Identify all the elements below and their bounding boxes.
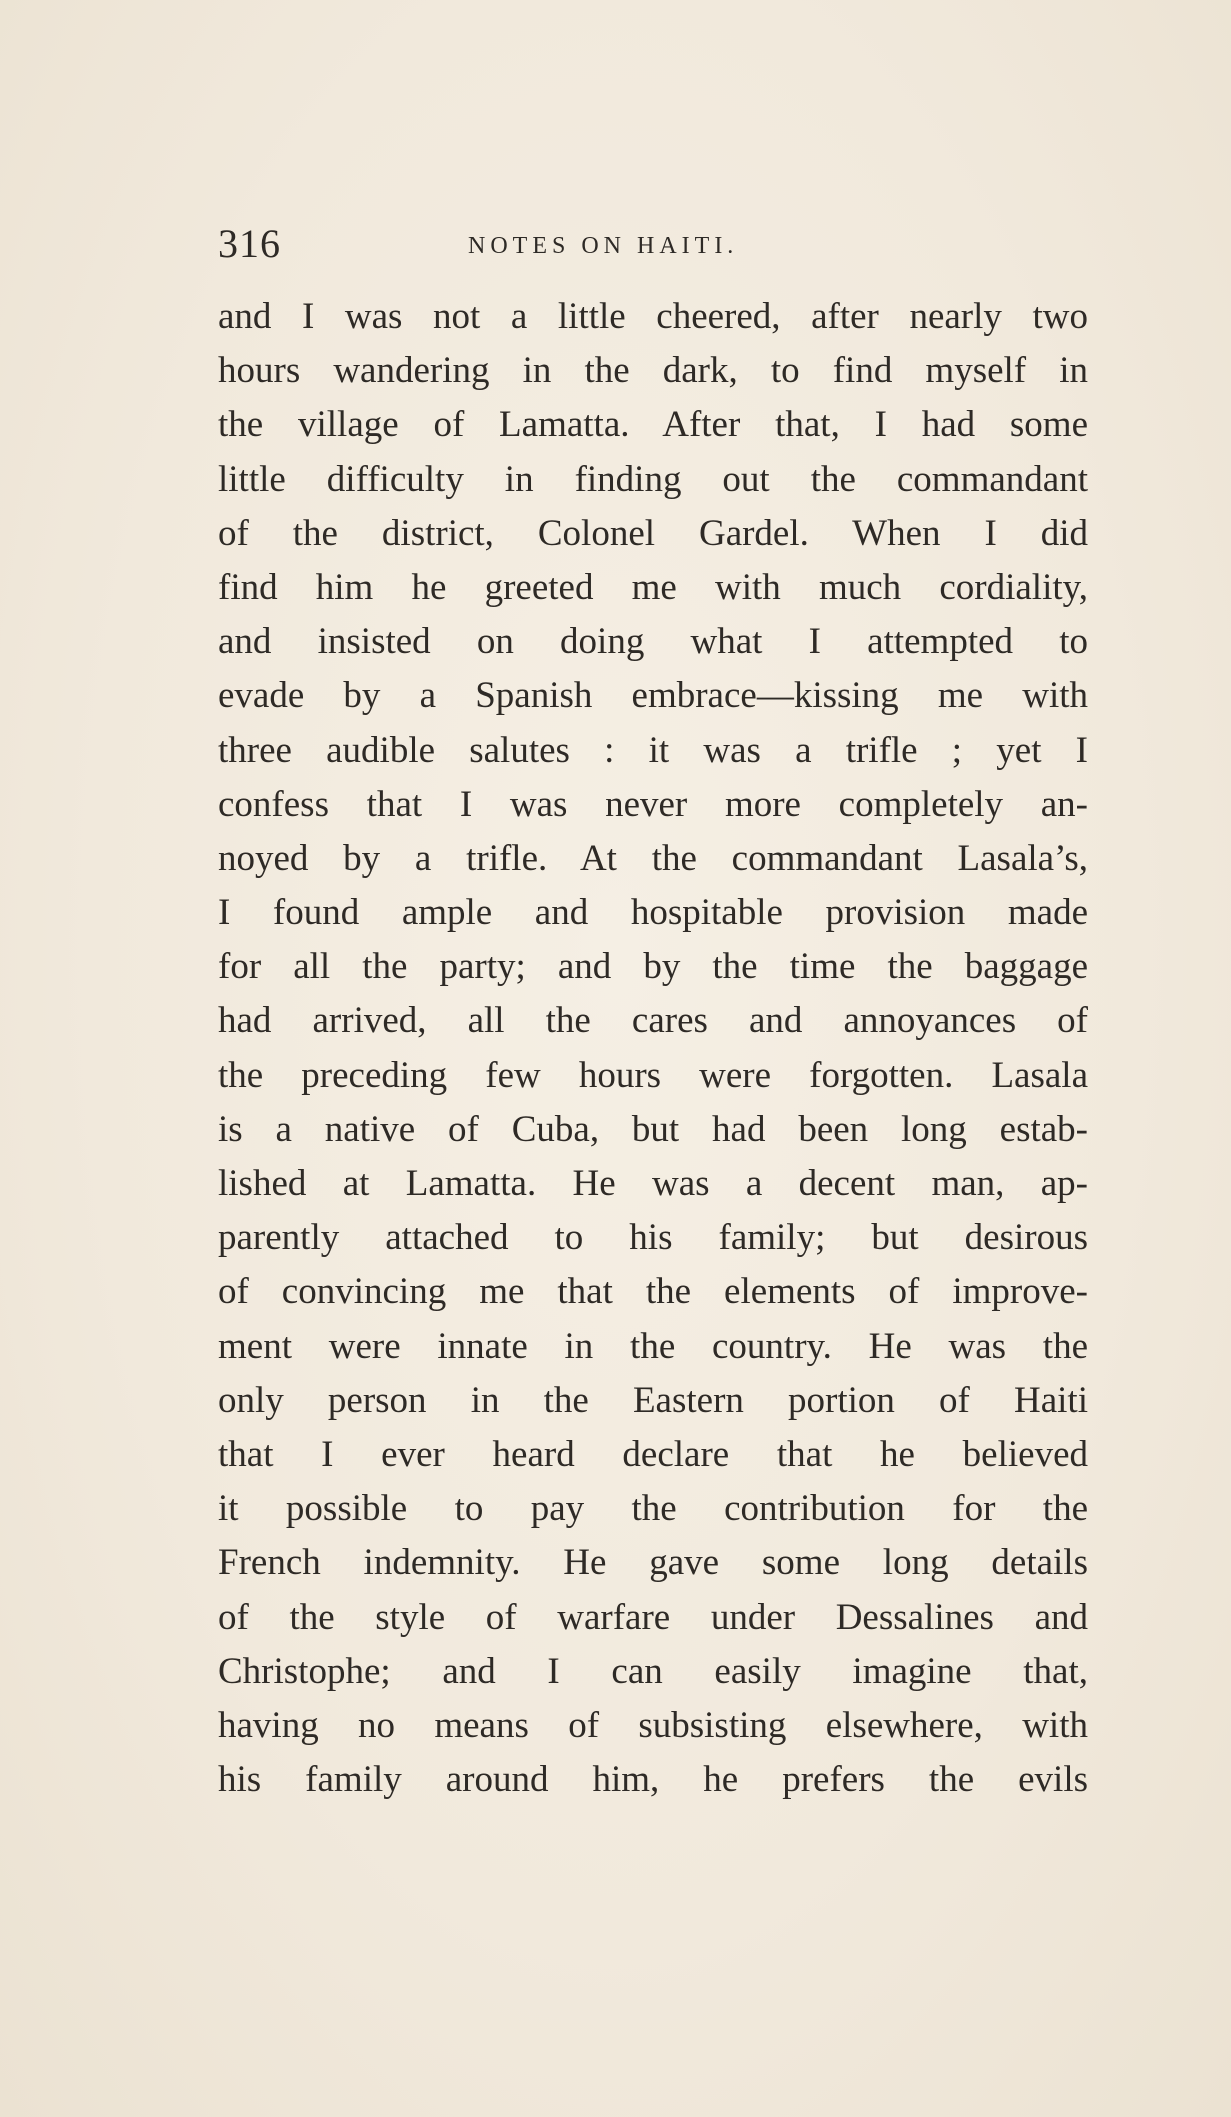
text-line: little difficulty in finding out the commandant — [218, 458, 1088, 500]
text-line: of the style of warfare under Dessalines and — [218, 1596, 1088, 1638]
body-text — [218, 290, 1088, 1807]
running-head — [218, 214, 1088, 274]
text-line: Christophe; and I can easily imagine that, — [218, 1650, 1088, 1692]
text-line: evade by a Spanish embrace—kissing me with — [218, 675, 1088, 717]
text-line: of convincing me that the elements of improve- — [218, 1271, 1088, 1313]
page-number: 316 — [218, 221, 281, 266]
text-line: had arrived, all the cares and annoyances of — [218, 1000, 1088, 1042]
text-line: only person in the Eastern portion of Haiti — [218, 1379, 1088, 1421]
text-line: noyed by a trifle. At the commandant Lasala’s, — [218, 837, 1088, 879]
text-line: the preceding few hours were forgotten. Lasala — [218, 1054, 1088, 1096]
text-line: find him he greeted me with much cordiality, — [218, 566, 1088, 608]
text-line: it possible to pay the contribution for the — [218, 1488, 1088, 1530]
text-line: ment were innate in the country. He was the — [218, 1325, 1088, 1367]
text-line: French indemnity. He gave some long details — [218, 1542, 1088, 1584]
text-line: parently attached to his family; but desirous — [218, 1217, 1088, 1259]
text-line: the village of Lamatta. After that, I had some — [218, 404, 1088, 446]
text-line: and I was not a little cheered, after nearly two — [218, 296, 1088, 337]
text-line: of the district, Colonel Gardel. When I did — [218, 512, 1088, 554]
text-line: is a native of Cuba, but had been long estab- — [218, 1108, 1088, 1150]
text-line: confess that I was never more completely an- — [218, 783, 1088, 825]
text-line: and insisted on doing what I attempted to — [218, 621, 1088, 663]
text-line: for all the party; and by the time the baggage — [218, 946, 1088, 988]
text-line: lished at Lamatta. He was a decent man, ap- — [218, 1163, 1088, 1204]
running-title: NOTES ON HAITI. — [468, 233, 739, 259]
text-line: that I ever heard declare that he believed — [218, 1433, 1088, 1475]
text-line: having no means of subsisting elsewhere, with — [218, 1704, 1088, 1746]
text-line: I found ample and hospitable provision made — [218, 892, 1088, 934]
text-line: three audible salutes : it was a trifle ; yet I — [218, 729, 1088, 771]
text-line: his family around him, he prefers the evils — [218, 1759, 1088, 1801]
text-line: hours wandering in the dark, to find myself in — [218, 350, 1088, 392]
